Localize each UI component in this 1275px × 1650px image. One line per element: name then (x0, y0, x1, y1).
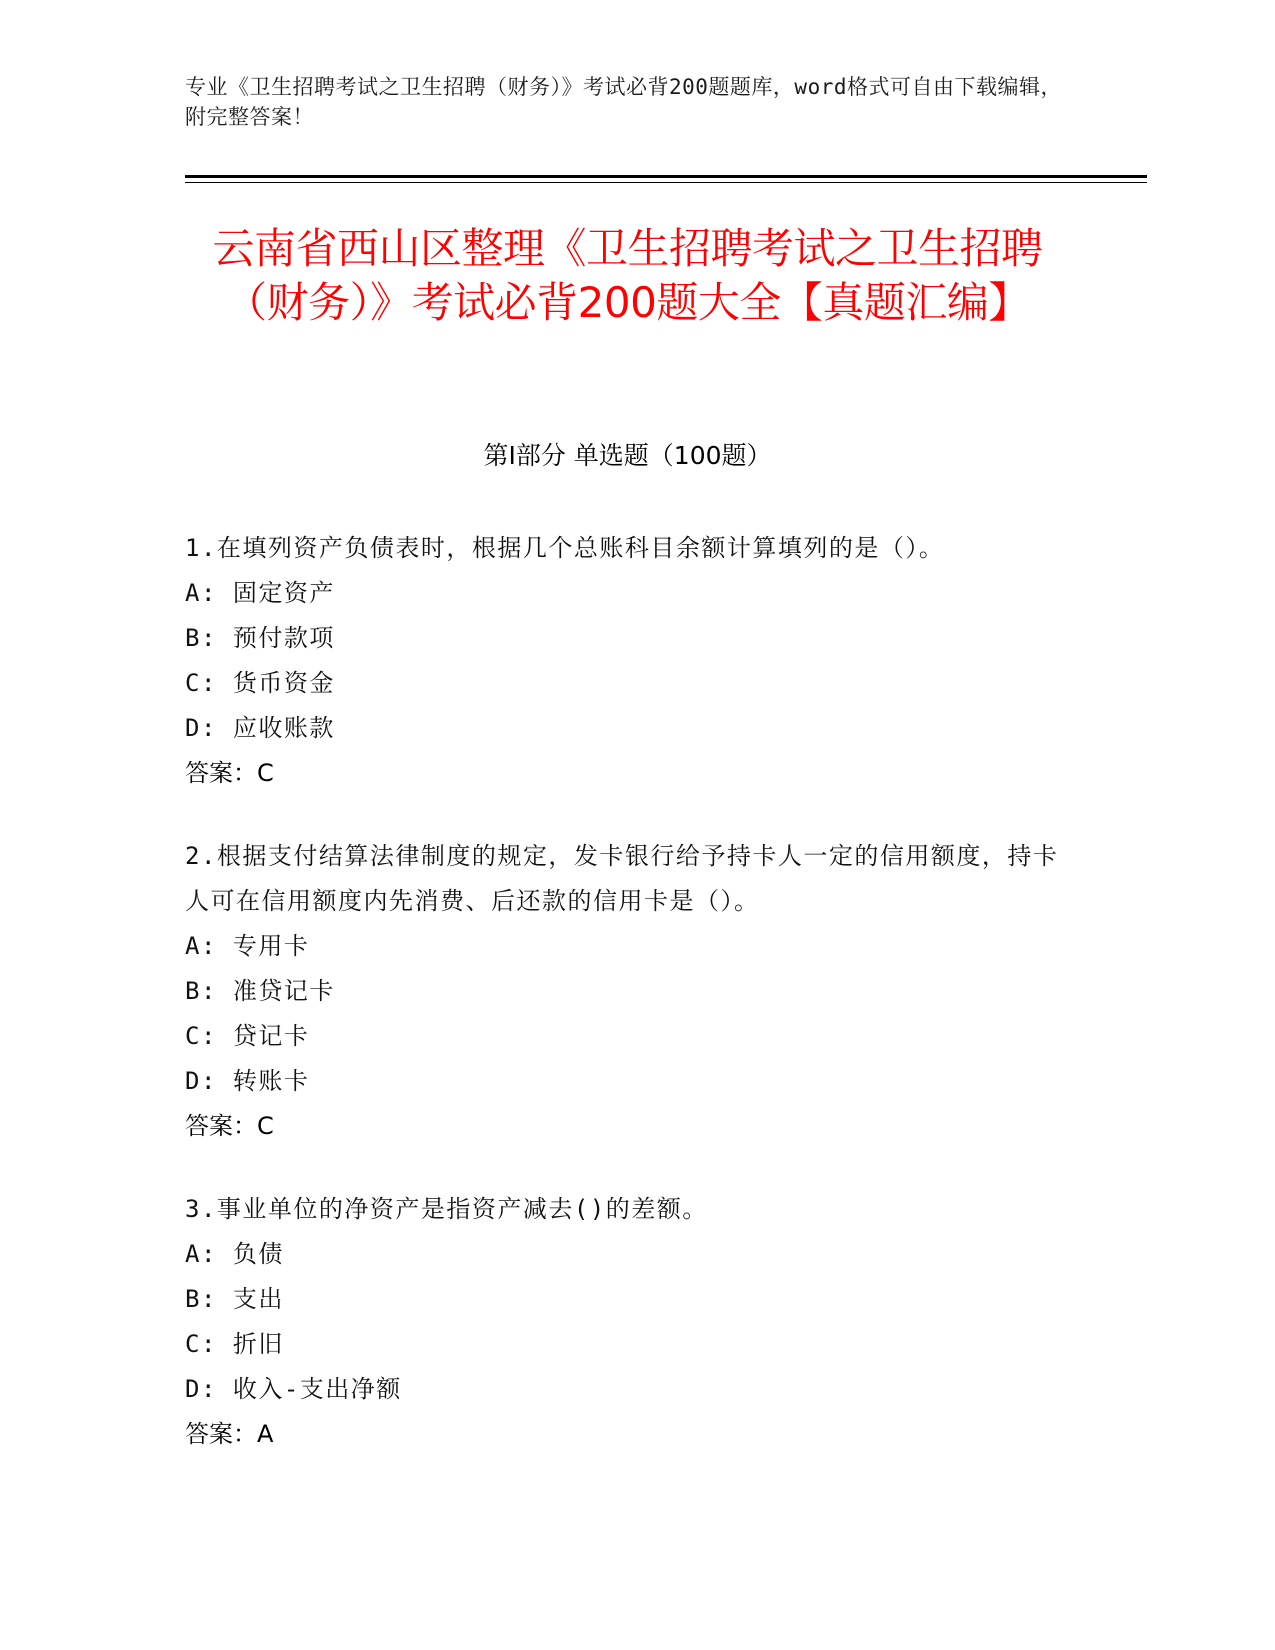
header-note: 专业《卫生招聘考试之卫生招聘（财务）》考试必背200题题库，word格式可自由下载编辑，附完整答案！ (185, 75, 1062, 129)
option-d: D: 转账卡 (185, 1067, 310, 1095)
header-divider-thick (185, 175, 1147, 178)
question-3 (185, 1187, 1065, 1457)
option-a: A: 固定资产 (185, 579, 335, 607)
question-stem: 1.在填列资产负债表时，根据几个总账科目余额计算填列的是（）。 (185, 534, 945, 562)
answer: 答案：C (185, 1112, 274, 1140)
answer: 答案：A (185, 1420, 274, 1448)
option-c: C: 货币资金 (185, 669, 335, 697)
option-b: B: 准贷记卡 (185, 977, 335, 1005)
header-divider-thin (185, 182, 1147, 183)
option-d: D: 应收账款 (185, 714, 335, 742)
section-title: 第Ⅰ部分 单选题（100题） (483, 441, 772, 470)
document-title: 云南省西山区整理《卫生招聘考试之卫生招聘（财务）》考试必背200题大全【真题汇编】 (212, 224, 1043, 327)
option-a: A: 负债 (185, 1240, 284, 1268)
option-a: A: 专用卡 (185, 932, 310, 960)
question-list (185, 526, 1065, 1495)
question-stem: 3.事业单位的净资产是指资产减去()的差额。 (185, 1195, 708, 1223)
option-b: B: 支出 (185, 1285, 284, 1313)
answer: 答案：C (185, 759, 274, 787)
question-stem: 2.根据支付结算法律制度的规定，发卡银行给予持卡人一定的信用额度，持卡人可在信用额度内先消费、后还款的信用卡是（）。 (185, 842, 1059, 915)
option-c: C: 折旧 (185, 1330, 284, 1358)
option-d: D: 收入-支出净额 (185, 1375, 402, 1403)
question-1 (185, 526, 1065, 796)
option-b: B: 预付款项 (185, 624, 335, 652)
question-2 (185, 834, 1065, 1149)
option-c: C: 贷记卡 (185, 1022, 310, 1050)
